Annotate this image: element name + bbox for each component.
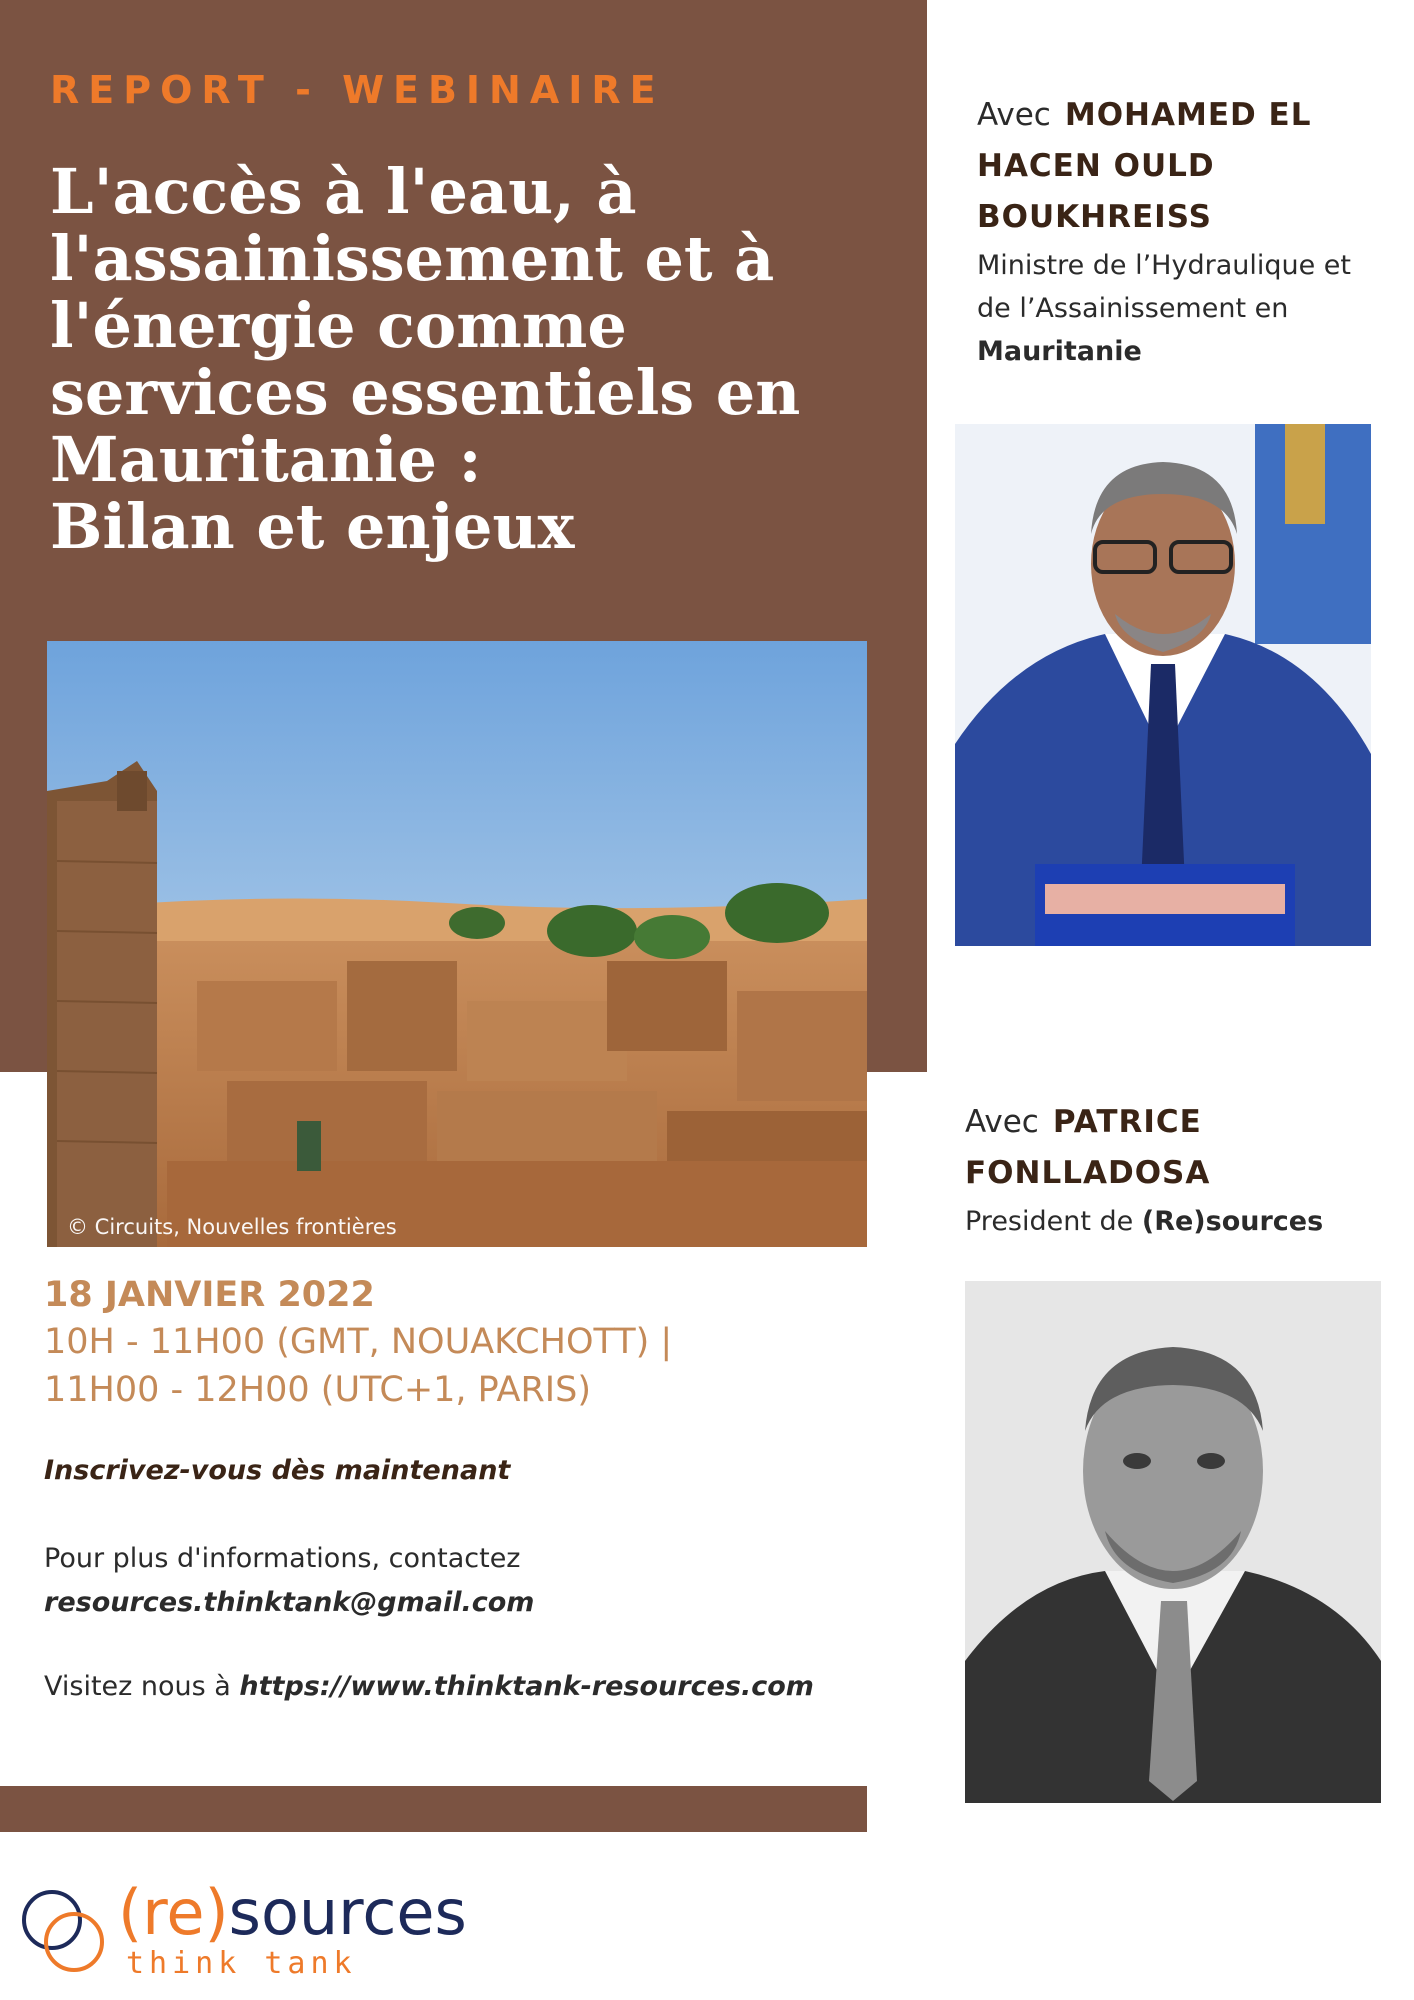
speaker-1-name: HACEN OULD xyxy=(977,148,1215,184)
speaker-1-intro: Avec xyxy=(977,97,1051,133)
speaker-1-photo xyxy=(955,424,1371,946)
speaker-1-line3 xyxy=(977,192,1311,243)
footer-bar xyxy=(0,1786,867,1832)
speaker-2-name: FONLLADOSA xyxy=(965,1155,1211,1191)
speaker-2-line1 xyxy=(965,1097,1210,1148)
speaker-2-photo xyxy=(965,1281,1381,1803)
website-prefix: Visitez nous à xyxy=(44,1671,240,1702)
speaker-1-heading xyxy=(977,90,1311,243)
speaker-1-line2 xyxy=(977,141,1311,192)
speaker-1-role xyxy=(977,244,1351,373)
event-date: 18 JANVIER 2022 xyxy=(44,1275,375,1315)
speaker-2-portrait xyxy=(965,1281,1381,1803)
contact-email-link[interactable]: resources.thinktank@gmail.com xyxy=(44,1587,535,1618)
speaker-2-intro: Avec xyxy=(965,1104,1039,1140)
speaker-1-portrait xyxy=(955,424,1371,946)
page-title xyxy=(50,155,910,563)
speaker-1-role-line: de l’Assainissement en xyxy=(977,293,1289,324)
speaker-1-name: MOHAMED EL xyxy=(1064,97,1312,133)
rings-icon xyxy=(16,1884,116,1984)
title-line: Bilan et enjeux xyxy=(50,490,575,563)
logo-paren: (re) xyxy=(118,1876,229,1949)
resources-logo xyxy=(16,1878,516,1988)
image-credit: © Circuits, Nouvelles frontières xyxy=(67,1215,397,1239)
speaker-2-role xyxy=(965,1200,1323,1243)
title-line: services essentiels en xyxy=(50,356,801,429)
report-tag: REPORT - WEBINAIRE xyxy=(50,68,665,112)
speaker-2-role-prefix: President de xyxy=(965,1206,1142,1237)
event-time-paris: 11H00 - 12H00 (UTC+1, PARIS) xyxy=(44,1370,591,1410)
speaker-2-line2 xyxy=(965,1148,1210,1199)
register-link[interactable]: Inscrivez-vous dès maintenant xyxy=(44,1455,511,1486)
speaker-1-role-line: Ministre de l’Hydraulique et xyxy=(977,250,1352,281)
title-line: l'énergie comme xyxy=(50,289,627,362)
logo-wordmark xyxy=(118,1876,467,1949)
title-line: L'accès à l'eau, à xyxy=(50,155,637,228)
speaker-1-country: Mauritanie xyxy=(977,336,1142,367)
title-line: l'assainissement et à xyxy=(50,222,775,295)
logo-subtitle: think tank xyxy=(126,1946,357,1981)
desert-town-illustration xyxy=(47,641,867,1247)
event-time-gmt: 10H - 11H00 (GMT, NOUAKCHOTT) | xyxy=(44,1322,673,1362)
speaker-2-heading xyxy=(965,1097,1210,1199)
contact-prefix: Pour plus d'informations, contactez xyxy=(44,1543,521,1574)
title-line: Mauritanie : xyxy=(50,423,482,496)
speaker-1-name: BOUKHREISS xyxy=(977,199,1212,235)
website-link[interactable]: https://www.thinktank-resources.com xyxy=(239,1671,814,1702)
logo-main: sources xyxy=(228,1876,467,1949)
speaker-2-org: (Re)sources xyxy=(1141,1206,1324,1237)
website-line xyxy=(44,1671,814,1702)
hero-image xyxy=(47,641,867,1247)
speaker-2-name: PATRICE xyxy=(1052,1104,1202,1140)
speaker-1-line1 xyxy=(977,90,1311,141)
